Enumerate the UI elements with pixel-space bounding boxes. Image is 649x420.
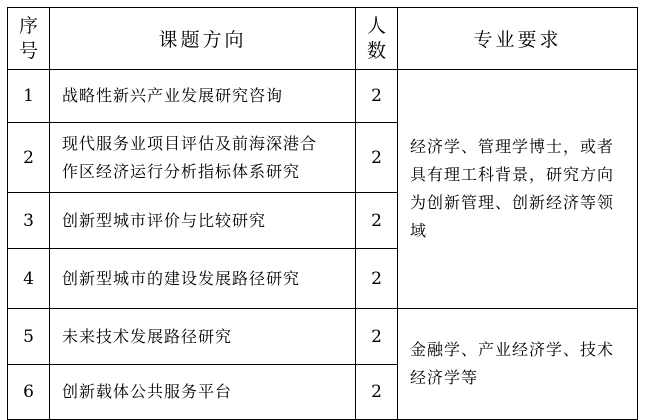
research-topics-table xyxy=(7,7,638,420)
row-count: 2 xyxy=(356,365,398,420)
row-seq: 4 xyxy=(8,249,50,309)
row-topic-line1: 现代服务业项目评估及前海深港合 xyxy=(62,133,318,153)
requirement-group-2: 金融学、产业经济学、技术经济学等 xyxy=(398,309,638,420)
row-seq: 6 xyxy=(8,365,50,420)
row-seq: 3 xyxy=(8,193,50,249)
row-topic: 创新型城市的建设发展路径研究 xyxy=(50,249,356,309)
row-seq: 1 xyxy=(8,70,50,123)
row-topic xyxy=(50,123,356,193)
table-header-row xyxy=(8,8,638,70)
row-seq: 2 xyxy=(8,123,50,193)
row-seq: 5 xyxy=(8,309,50,365)
header-count-line2: 数 xyxy=(366,39,386,62)
row-topic: 战略性新兴产业发展研究咨询 xyxy=(50,70,356,123)
row-count: 2 xyxy=(356,123,398,193)
table-row xyxy=(8,309,638,365)
header-seq-line1: 序 xyxy=(18,14,38,37)
requirement-group-1: 经济学、管理学博士，或者具有理工科背景，研究方向为创新管理、创新经济等领域 xyxy=(398,70,638,309)
row-count: 2 xyxy=(356,249,398,309)
row-count: 2 xyxy=(356,309,398,365)
table-row xyxy=(8,70,638,123)
row-topic: 创新载体公共服务平台 xyxy=(50,365,356,420)
header-seq xyxy=(8,8,50,70)
header-count-line1: 人 xyxy=(366,14,386,37)
header-seq-line2: 号 xyxy=(18,39,38,62)
row-topic: 未来技术发展路径研究 xyxy=(50,309,356,365)
row-count: 2 xyxy=(356,193,398,249)
header-requirement: 专业要求 xyxy=(398,8,638,70)
row-topic: 创新型城市评价与比较研究 xyxy=(50,193,356,249)
header-count xyxy=(356,8,398,70)
row-count: 2 xyxy=(356,70,398,123)
header-topic: 课题方向 xyxy=(50,8,356,70)
row-topic-line2: 作区经济运行分析指标体系研究 xyxy=(62,161,301,181)
